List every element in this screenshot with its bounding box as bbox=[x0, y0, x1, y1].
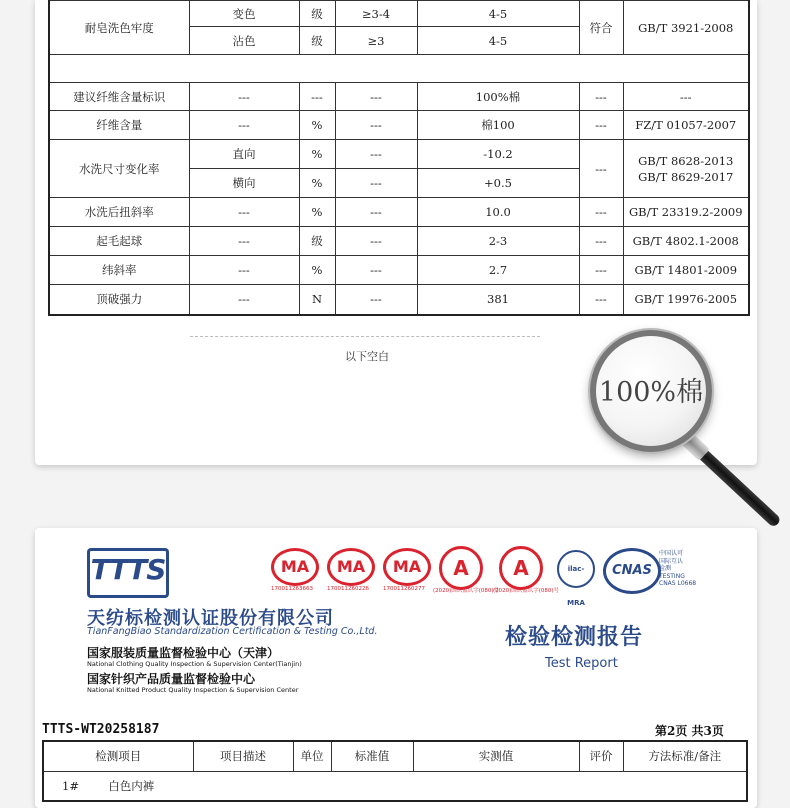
header-cell: 实测值 bbox=[413, 741, 579, 771]
table-row bbox=[49, 140, 749, 169]
center-name-en: National Knitted Product Quality Inspection & Supervision Center bbox=[87, 686, 299, 694]
item-cell: 纬斜率 bbox=[49, 256, 189, 285]
desc-cell: --- bbox=[189, 198, 299, 227]
eval-cell: --- bbox=[579, 256, 623, 285]
desc-cell: --- bbox=[189, 83, 299, 111]
blank-below-note: 以下空白 bbox=[345, 350, 389, 363]
item-cell: 建议纤维含量标识 bbox=[49, 83, 189, 111]
magnified-text: 100%棉 bbox=[598, 377, 704, 408]
cma-number: 170011260226 bbox=[327, 586, 369, 592]
report-title: 检验检测报告 bbox=[505, 625, 644, 650]
report-title-en: Test Report bbox=[545, 656, 618, 671]
desc-cell: 沾色 bbox=[189, 27, 299, 55]
divider bbox=[190, 336, 540, 337]
unit-cell: 级 bbox=[299, 227, 335, 256]
company-name: 天纺标检测认证股份有限公司 bbox=[87, 608, 334, 629]
measured-cell: -10.2 bbox=[417, 140, 579, 169]
method-cell: --- bbox=[623, 83, 749, 111]
sample-cell bbox=[43, 771, 747, 801]
desc-cell: 直向 bbox=[189, 140, 299, 169]
standard-cell: --- bbox=[335, 227, 417, 256]
cnas-caption-line: CNAS L0668 bbox=[659, 580, 697, 587]
center-name: 国家针织产品质量监督检验中心 bbox=[87, 672, 256, 686]
method-cell: GB/T 4802.1-2008 bbox=[623, 227, 749, 256]
cnas-caption-line: 中国认可 bbox=[659, 550, 684, 557]
item-cell: 水洗尺寸变化率 bbox=[49, 140, 189, 198]
method-cell: GB/T 8628-2013 GB/T 8629-2017 bbox=[623, 140, 749, 198]
header-cell: 检测项目 bbox=[43, 741, 193, 771]
results-header-table bbox=[42, 740, 748, 802]
unit-cell: --- bbox=[299, 83, 335, 111]
cnas-caption bbox=[659, 550, 709, 588]
table-row bbox=[49, 227, 749, 256]
standard-cell: --- bbox=[335, 169, 417, 198]
spacer-row bbox=[49, 55, 749, 83]
measured-cell: 10.0 bbox=[417, 198, 579, 227]
standard-cell: --- bbox=[335, 111, 417, 140]
page-number: 第2页 共3页 bbox=[655, 724, 724, 738]
magnifier-icon bbox=[590, 330, 712, 452]
results-table bbox=[48, 0, 750, 316]
header-cell: 项目描述 bbox=[193, 741, 293, 771]
cma-seal-icon: MA bbox=[327, 548, 375, 586]
measured-cell: 100%棉 bbox=[417, 83, 579, 111]
item-cell: 纤维含量 bbox=[49, 111, 189, 140]
table-row bbox=[49, 285, 749, 315]
measured-cell: +0.5 bbox=[417, 169, 579, 198]
cnas-caption-line: 检测 bbox=[659, 565, 672, 572]
center-name-en: National Clothing Quality Inspection & Supervision Center(Tianjin) bbox=[87, 660, 302, 668]
method-cell: GB/T 14801-2009 bbox=[623, 256, 749, 285]
item-cell: 水洗后扭斜率 bbox=[49, 198, 189, 227]
report-page-bottom bbox=[35, 528, 757, 808]
sample-number: 1# bbox=[62, 778, 79, 793]
method-cell: GB/T 23319.2-2009 bbox=[623, 198, 749, 227]
sample-name: 白色内裤 bbox=[108, 778, 155, 793]
standard-cell: ≥3-4 bbox=[335, 1, 417, 27]
header-cell: 标准值 bbox=[331, 741, 413, 771]
method-cell: FZ/T 01057-2007 bbox=[623, 111, 749, 140]
unit-cell: N bbox=[299, 285, 335, 315]
cma-seal-icon: MA bbox=[383, 548, 431, 586]
desc-cell: --- bbox=[189, 256, 299, 285]
item-cell: 顶破强力 bbox=[49, 285, 189, 315]
desc-cell: 横向 bbox=[189, 169, 299, 198]
unit-cell: 级 bbox=[299, 27, 335, 55]
header-cell: 方法标准/备注 bbox=[623, 741, 747, 771]
eval-cell: --- bbox=[579, 227, 623, 256]
unit-cell: % bbox=[299, 256, 335, 285]
spacer-cell bbox=[49, 55, 749, 83]
header-row bbox=[43, 741, 747, 771]
ilac-mra-icon: ilac-MRA bbox=[557, 550, 595, 588]
table-row bbox=[49, 111, 749, 140]
center-name: 国家服装质量监督检验中心（天津） bbox=[87, 646, 280, 660]
measured-cell: 棉100 bbox=[417, 111, 579, 140]
cal-seal-icon: A bbox=[439, 546, 483, 590]
table-row bbox=[49, 1, 749, 27]
cnas-caption-line: 国际互认 bbox=[659, 557, 684, 565]
eval-cell: --- bbox=[579, 111, 623, 140]
measured-cell: 381 bbox=[417, 285, 579, 315]
header-cell: 评价 bbox=[579, 741, 623, 771]
logo-text: TTTS bbox=[90, 553, 166, 586]
eval-cell: --- bbox=[579, 285, 623, 315]
cma-number: 170011263663 bbox=[271, 586, 313, 592]
cma-seal-icon: MA bbox=[271, 548, 319, 586]
unit-cell: 级 bbox=[299, 1, 335, 27]
cma-number: 170011260277 bbox=[383, 586, 425, 592]
standard-cell: --- bbox=[335, 83, 417, 111]
desc-cell: --- bbox=[189, 285, 299, 315]
table-row bbox=[49, 198, 749, 227]
unit-cell: % bbox=[299, 169, 335, 198]
cnas-caption-line: TESTING bbox=[659, 572, 685, 580]
eval-cell: --- bbox=[579, 140, 623, 198]
standard-cell: --- bbox=[335, 198, 417, 227]
report-number: TTTS-WT20258187 bbox=[42, 722, 160, 737]
measured-cell: 2-3 bbox=[417, 227, 579, 256]
unit-cell: % bbox=[299, 111, 335, 140]
cal-seal-icon: A bbox=[499, 546, 543, 590]
cal-number: (2020)国认监认字(080)号 bbox=[493, 588, 560, 594]
unit-cell: % bbox=[299, 140, 335, 169]
standard-cell: --- bbox=[335, 256, 417, 285]
eval-cell: 符合 bbox=[579, 1, 623, 55]
item-cell: 耐皂洗色牢度 bbox=[49, 1, 189, 55]
header-cell: 单位 bbox=[293, 741, 331, 771]
company-name-en: TianFangBiao Standardization Certification & Testing Co.,Ltd. bbox=[87, 626, 378, 637]
eval-cell: --- bbox=[579, 198, 623, 227]
method-cell: GB/T 3921-2008 bbox=[623, 1, 749, 55]
desc-cell: --- bbox=[189, 227, 299, 256]
table-row bbox=[49, 256, 749, 285]
ttts-logo bbox=[87, 548, 169, 598]
measured-cell: 2.7 bbox=[417, 256, 579, 285]
standard-cell: --- bbox=[335, 285, 417, 315]
standard-cell: --- bbox=[335, 140, 417, 169]
item-cell: 起毛起球 bbox=[49, 227, 189, 256]
cal-number: (2020)国认监认字(080)号 bbox=[433, 588, 500, 594]
desc-cell: --- bbox=[189, 111, 299, 140]
table-row bbox=[49, 83, 749, 111]
measured-cell: 4-5 bbox=[417, 27, 579, 55]
sample-row bbox=[43, 771, 747, 801]
cnas-logo: CNAS bbox=[603, 548, 661, 594]
method-cell: GB/T 19976-2005 bbox=[623, 285, 749, 315]
eval-cell: --- bbox=[579, 83, 623, 111]
measured-cell: 4-5 bbox=[417, 1, 579, 27]
standard-cell: ≥3 bbox=[335, 27, 417, 55]
desc-cell: 变色 bbox=[189, 1, 299, 27]
unit-cell: % bbox=[299, 198, 335, 227]
